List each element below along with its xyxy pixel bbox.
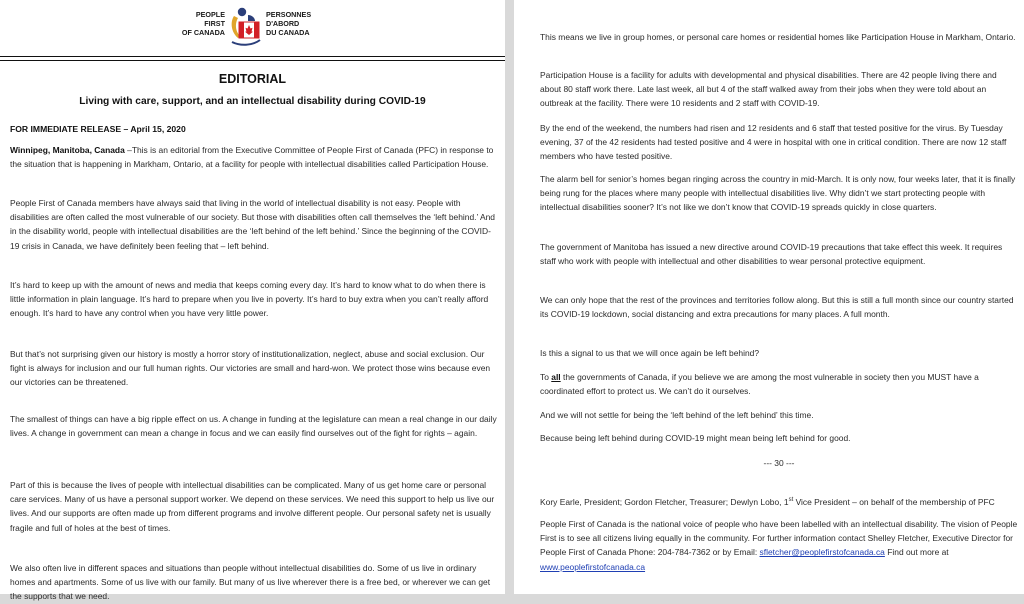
body-paragraph: Because being left behind during COVID-19 might mean being left behind for good. xyxy=(540,433,851,443)
emphasis-all: all xyxy=(551,372,561,382)
paragraph-text: –This is an editorial from the Executive Committee of People First of Canada (PFC) in response to the situation that is happening in Markham, Ontario, at a facility for people with intellectual disabilities called Participation House. xyxy=(10,145,494,170)
signature-text: Vice President – on behalf of the membership of PFC xyxy=(793,497,995,507)
header-rule xyxy=(0,60,505,61)
body-paragraph: The alarm bell for senior’s homes began ringing across the country in mid-March. It is only now, four weeks later, that it is finally being rung for the places where many people with intellectual disabilities live. Why didn’t we start protecting people with intellectual disabilities sooner? It’s not like we don’t know that COVID-19 spreads quickly in close quarters. xyxy=(540,174,1016,213)
body-paragraph: And we will not settle for being the ‘left behind of the left behind’ this time. xyxy=(540,410,814,420)
body-paragraph: The smallest of things can have a big ripple effect on us. A change in funding at the legislature can mean a real change in our daily lives. A change in government can mean a change in focus and we can easily find ourselves out of the fight for rights – again. xyxy=(10,414,497,439)
ordinal-suffix: st xyxy=(788,497,794,504)
release-date: FOR IMMEDIATE RELEASE – April 15, 2020 xyxy=(10,124,186,134)
signature-text: Kory Earle, President; Gordon Fletcher, Treasurer; Dewlyn Lobo, 1 xyxy=(540,497,789,507)
website-link[interactable]: www.peoplefirstofcanada.ca xyxy=(540,561,646,572)
body-paragraph: This means we live in group homes, or personal care homes or residential homes like Participation House in Markham, Ontario. xyxy=(540,32,1016,42)
body-paragraph: Participation House is a facility for adults with developmental and physical disabilities. There are 42 people living there and about 80 staff work there. Late last week, all but 4 of the staff walked away from their jobs when they were told about an outbreak at the facility. There were 10 residents and 2 staff with COVID-19. xyxy=(540,70,997,109)
body-paragraph: We also often live in different spaces and situations than people without intellectual disabilities do. Some of us live in ordinary homes and apartments. Some of us live with our family. But many of us live wherever there is a free bed, or wherever we can get the supports that we need. xyxy=(10,563,491,602)
contact-email-link[interactable]: sfletcher@peoplefirstofcanada.ca xyxy=(759,547,885,558)
logo-fr-line: DU CANADA xyxy=(266,28,310,37)
body-paragraph: The government of Manitoba has issued a new directive around COVID-19 precautions that take effect this week. It requires staff who work with people with intellectual and other disabilities to wear personal protective equipment. xyxy=(540,242,1003,267)
logo-fr-line: PERSONNES xyxy=(266,10,312,19)
right-page xyxy=(514,0,1024,594)
body-paragraph: By the end of the weekend, the numbers had risen and 12 residents and 6 staff that tested positive for the virus. By Tuesday evening, 37 of the 42 residents had tested positive and 4 were in hospital with one in critical condition. There are now 12 staff members who have tested positive. xyxy=(540,123,1007,162)
logo-en-line: PEOPLE xyxy=(195,10,225,19)
about-paragraph xyxy=(540,517,1018,574)
logo-text-french xyxy=(266,10,346,37)
logo-en-line: OF CANADA xyxy=(181,28,225,37)
left-page xyxy=(0,0,505,602)
body-paragraph: But that’s not surprising given our history is mostly a horror story of institutionalization, neglect, abuse and social exclusion. Our fight is always for inclusion and our full human rights. Our victories are small and hard-won. We protect those wins because even our victories can be threatened. xyxy=(10,349,491,388)
body-paragraph xyxy=(10,143,498,171)
body-paragraph: We can only hope that the rest of the provinces and territories follow along. But this is still a full month since our country started its COVID-19 lockdown, social distancing and extra precautions for many places. A full month. xyxy=(540,295,1014,320)
logo-fr-line: D'ABORD xyxy=(266,19,300,28)
pfc-emblem-icon xyxy=(228,6,264,48)
page-title: EDITORIAL xyxy=(218,72,287,86)
signature-line xyxy=(540,495,1018,509)
logo-en-line: FIRST xyxy=(204,19,225,28)
header-rule xyxy=(0,56,505,57)
body-paragraph: Part of this is because the lives of people with intellectual disabilities can be complicated. Many of us get home care or personal care services. Many of us have a personal support worker. We depend on these services. We need this support to help us live our lives. And our supports are often made up from different programs and involve different people. Our personal safety net is usually fragile and full of holes at the best of times. xyxy=(10,480,495,533)
body-paragraph xyxy=(540,370,1018,398)
page-subtitle: Living with care, support, and an intellectual disability during COVID-19 xyxy=(79,96,426,107)
paragraph-text: the governments of Canada, if you believe we are among the most vulnerable in society then you MUST have a coordinated effort to protect us. We can’t do it ourselves. xyxy=(540,372,979,397)
logo-text-english xyxy=(170,10,225,37)
about-text: Find out more at xyxy=(884,547,949,558)
pfc-logo xyxy=(170,6,340,48)
body-paragraph: Is this a signal to us that we will once again be left behind? xyxy=(540,348,760,358)
body-paragraph: People First of Canada members have always said that living in the world of intellectual disability is not easy. People with disabilities are often called the most vulnerable of our society. But those with disabilities often call themselves the ‘left behind.’ And in the disability world, people with intellectual disabilities are the ‘left behind of the left behind.’ Since the beginning of the COVID-19 crisis in Canada, we have definitely been feeling that – left behind. xyxy=(10,198,495,251)
about-text: People First of Canada is the national voice of people who have been labelled with an intellectual disability. The vision of People First is to see all citizens living equally in the community. For further information contact Shelley Fletcher, Executive Director for People First of Canada Phone: 204-784-7362 or by Email: xyxy=(540,519,1018,558)
body-paragraph: It’s hard to keep up with the amount of news and media that keeps coming every day. It’s hard to know what to do when there is little information in plain language. It’s hard to prepare when you live in poverty. It’s hard to buy extra when you can’t really afford enough. It’s hard to have any control when you have very little power. xyxy=(10,280,489,319)
end-mark: --- 30 --- xyxy=(763,458,795,468)
paragraph-text: To xyxy=(540,372,552,382)
dateline: Winnipeg, Manitoba, Canada xyxy=(10,145,125,155)
